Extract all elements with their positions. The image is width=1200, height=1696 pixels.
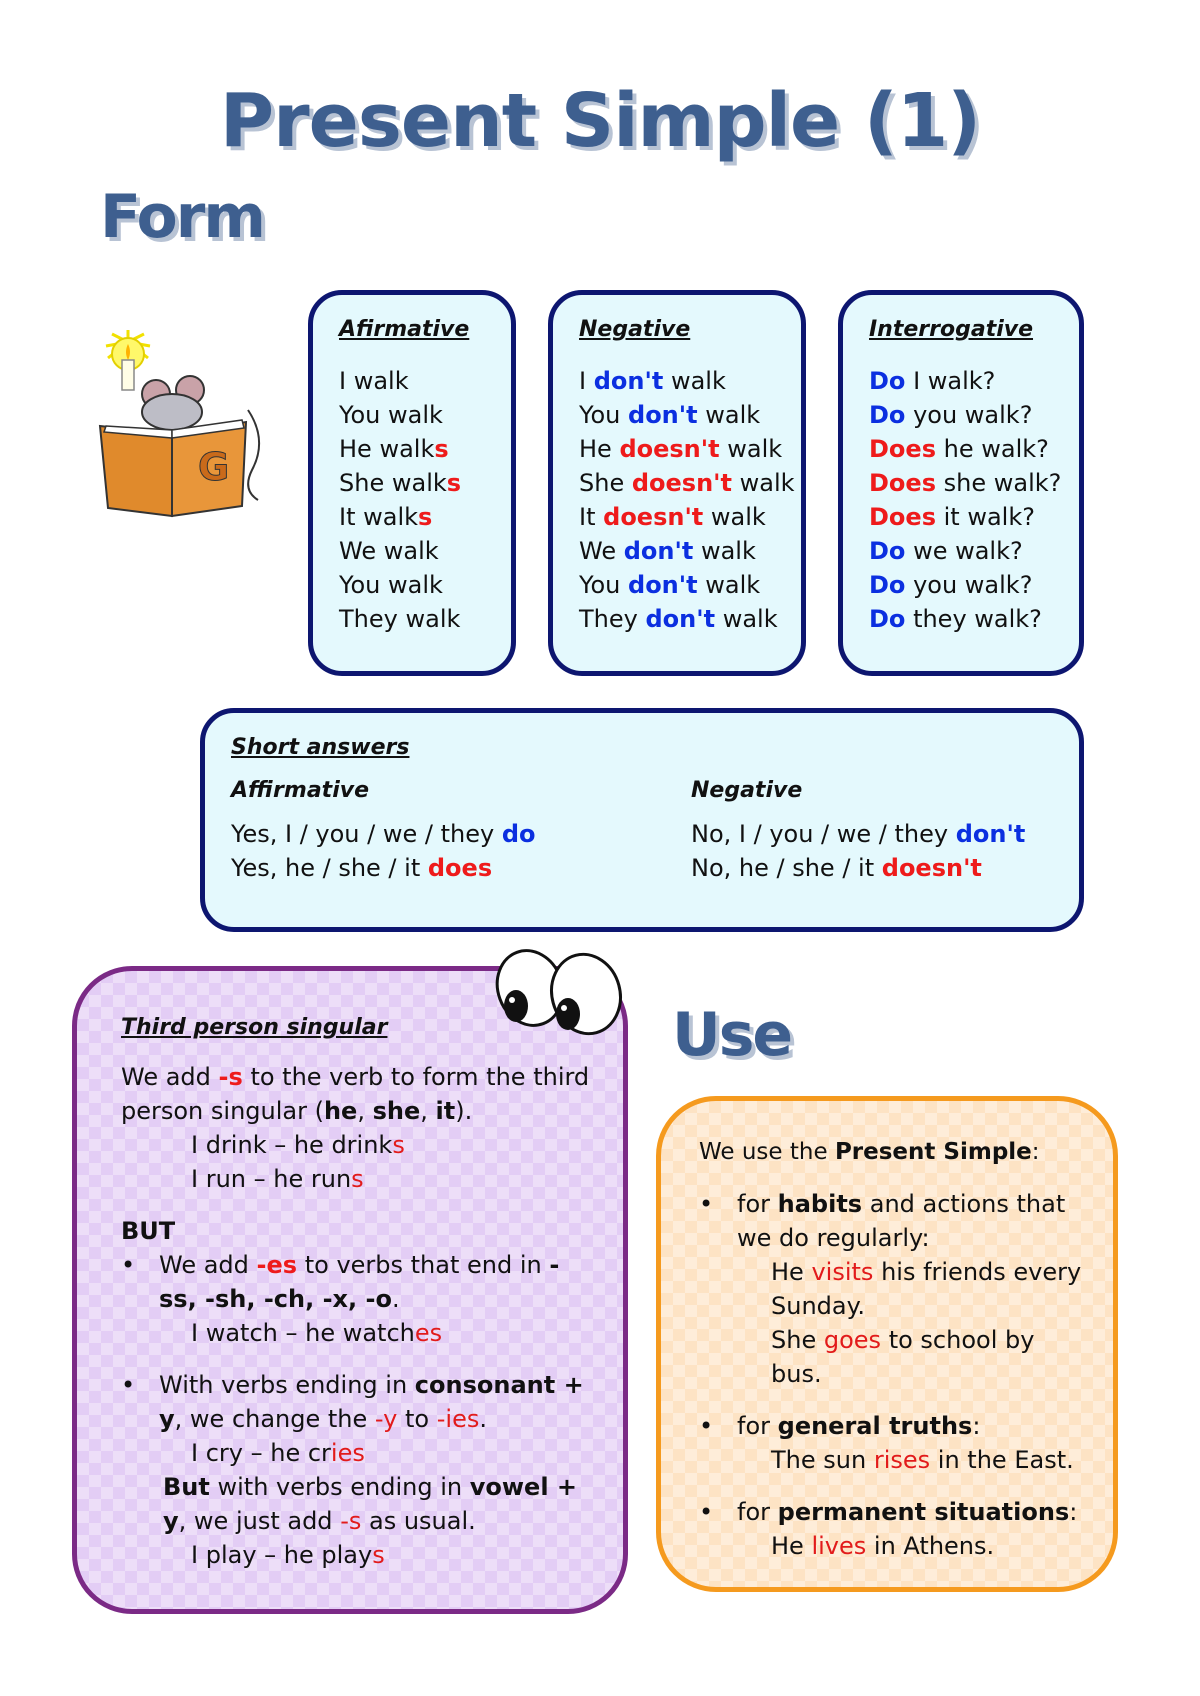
rule-es: • We add -es to verbs that end in -ss, -sh, -ch, -x, -o. (121, 1248, 593, 1316)
auxiliary: Do (869, 571, 906, 599)
rule-ies: • With verbs ending in consonant + y, we change the -y to -ies. (121, 1368, 593, 1436)
auxiliary: Do (869, 605, 906, 633)
short-answers-box (200, 708, 1084, 932)
verb: walk (379, 435, 435, 463)
question-rest: you walk? (913, 571, 1033, 599)
cartoon-eyes-illustration (488, 938, 628, 1048)
auxiliary: Does (869, 435, 936, 463)
negative-row (579, 364, 801, 398)
subject: They (339, 605, 398, 633)
interrogative-row (869, 500, 1079, 534)
but-label: BUT (121, 1217, 176, 1245)
short-negative-line-2: No, he / she / it doesn't (691, 854, 982, 882)
auxiliary: Does (869, 503, 936, 531)
affirmative-rows (339, 364, 511, 636)
mouse-reading-book-illustration (72, 330, 282, 530)
negative-row (579, 432, 801, 466)
auxiliary: doesn't (603, 503, 704, 531)
affirmative-row (339, 398, 511, 432)
interrogative-row (869, 568, 1079, 602)
affirmative-row (339, 466, 511, 500)
negative-row (579, 534, 801, 568)
affirmative-row (339, 602, 511, 636)
verb: walk (388, 401, 443, 429)
svg-text:G: G (198, 445, 230, 489)
subject: You (579, 401, 621, 429)
short-negative-title: Negative (691, 778, 803, 803)
verb: walk (722, 605, 778, 633)
verb: walk (388, 571, 443, 599)
form-heading: Form (100, 182, 264, 252)
use-general-truths-example: The sun rises in the East. (771, 1446, 1074, 1474)
use-heading: Use (672, 1000, 792, 1070)
auxiliary: Does (869, 469, 936, 497)
short-negative-line-1: No, I / you / we / they don't (691, 820, 1026, 848)
affirmative-row (339, 534, 511, 568)
use-general-truths: • for general truths: (699, 1409, 1083, 1443)
example-play: I play – he plays (191, 1541, 385, 1569)
interrogative-rows (869, 364, 1079, 636)
question-rest: I walk? (913, 367, 996, 395)
subject: I (579, 367, 587, 395)
verb-suffix: s (434, 435, 449, 463)
affirmative-row (339, 364, 511, 398)
verb: walk (705, 401, 761, 429)
subject: We (579, 537, 617, 565)
short-answers-title: Short answers (231, 735, 410, 760)
subject: You (339, 571, 381, 599)
negative-title: Negative (579, 317, 691, 342)
question-rest: she walk? (943, 469, 1062, 497)
auxiliary: don't (645, 605, 716, 633)
short-answers-negative (691, 760, 1071, 885)
verb: walk (391, 469, 447, 497)
negative-row (579, 398, 801, 432)
negative-row (579, 568, 801, 602)
verb-suffix: s (446, 469, 462, 497)
third-person-box (72, 966, 628, 1614)
question-rest: he walk? (943, 435, 1049, 463)
verb: walk (739, 469, 795, 497)
negative-row (579, 500, 801, 534)
verb: walk (353, 367, 409, 395)
interrogative-row (869, 432, 1079, 466)
page-title: Present Simple (1) (219, 78, 981, 164)
affirmative-row (339, 432, 511, 466)
rule-vowel-y: But with verbs ending in vowel + y, we just add -s as usual. (163, 1473, 578, 1535)
affirmative-row (339, 500, 511, 534)
auxiliary: Do (869, 367, 906, 395)
subject: You (339, 401, 381, 429)
subject: He (339, 435, 372, 463)
question-rest: you walk? (913, 401, 1033, 429)
use-permanent-situations-example: He lives in Athens. (771, 1532, 995, 1560)
short-affirmative-line-1: Yes, I / you / we / they do (231, 820, 536, 848)
use-intro: We use the Present Simple: (699, 1139, 1040, 1165)
auxiliary: Do (869, 537, 906, 565)
third-person-intro: We add -s to the verb to form the third person singular (he, she, it). (121, 1063, 590, 1125)
interrogative-box (838, 290, 1084, 676)
example-cry: I cry – he cries (191, 1439, 365, 1467)
negative-row (579, 602, 801, 636)
example-run: I run – he runs (191, 1165, 364, 1193)
use-habits-example-2: She goes to school by bus. (771, 1326, 1035, 1388)
affirmative-title: Afirmative (339, 317, 470, 342)
question-rest: they walk? (913, 605, 1042, 633)
short-affirmative-title: Affirmative (231, 778, 369, 803)
use-box (656, 1096, 1118, 1592)
interrogative-row (869, 466, 1079, 500)
use-habits: • for habits and actions that we do regularly: (699, 1187, 1083, 1255)
subject: They (579, 605, 638, 633)
subject: He (579, 435, 612, 463)
auxiliary: don't (593, 367, 664, 395)
verb: walk (710, 503, 766, 531)
auxiliary: don't (623, 537, 694, 565)
negative-box (548, 290, 806, 676)
affirmative-row (339, 568, 511, 602)
third-person-title: Third person singular (121, 1015, 388, 1040)
subject: She (579, 469, 625, 497)
auxiliary: don't (628, 401, 698, 429)
interrogative-row (869, 398, 1079, 432)
affirmative-box (308, 290, 516, 676)
example-drink: I drink – he drinks (191, 1131, 405, 1159)
short-affirmative-line-2: Yes, he / she / it does (231, 854, 493, 882)
question-rest: it walk? (943, 503, 1035, 531)
verb: walk (727, 435, 783, 463)
auxiliary: doesn't (619, 435, 720, 463)
verb-suffix: s (418, 503, 433, 531)
verb: walk (670, 367, 726, 395)
subject: She (339, 469, 385, 497)
subject: We (339, 537, 377, 565)
verb: walk (405, 605, 461, 633)
subject: It (339, 503, 356, 531)
negative-row (579, 466, 801, 500)
subject: I (339, 367, 347, 395)
interrogative-row (869, 602, 1079, 636)
use-habits-example-1: He visits his friends every Sunday. (771, 1258, 1082, 1320)
auxiliary: Do (869, 401, 906, 429)
verb: walk (363, 503, 419, 531)
verb: walk (700, 537, 756, 565)
interrogative-row (869, 364, 1079, 398)
auxiliary: don't (628, 571, 698, 599)
interrogative-title: Interrogative (869, 317, 1034, 342)
auxiliary: doesn't (631, 469, 732, 497)
use-permanent-situations: • for permanent situations: (699, 1495, 1083, 1529)
verb: walk (383, 537, 439, 565)
verb: walk (705, 571, 761, 599)
short-answers-affirmative (231, 760, 691, 885)
question-rest: we walk? (913, 537, 1023, 565)
example-watch: I watch – he watches (191, 1319, 443, 1347)
negative-rows (579, 364, 801, 636)
subject: It (579, 503, 596, 531)
subject: You (579, 571, 621, 599)
interrogative-row (869, 534, 1079, 568)
